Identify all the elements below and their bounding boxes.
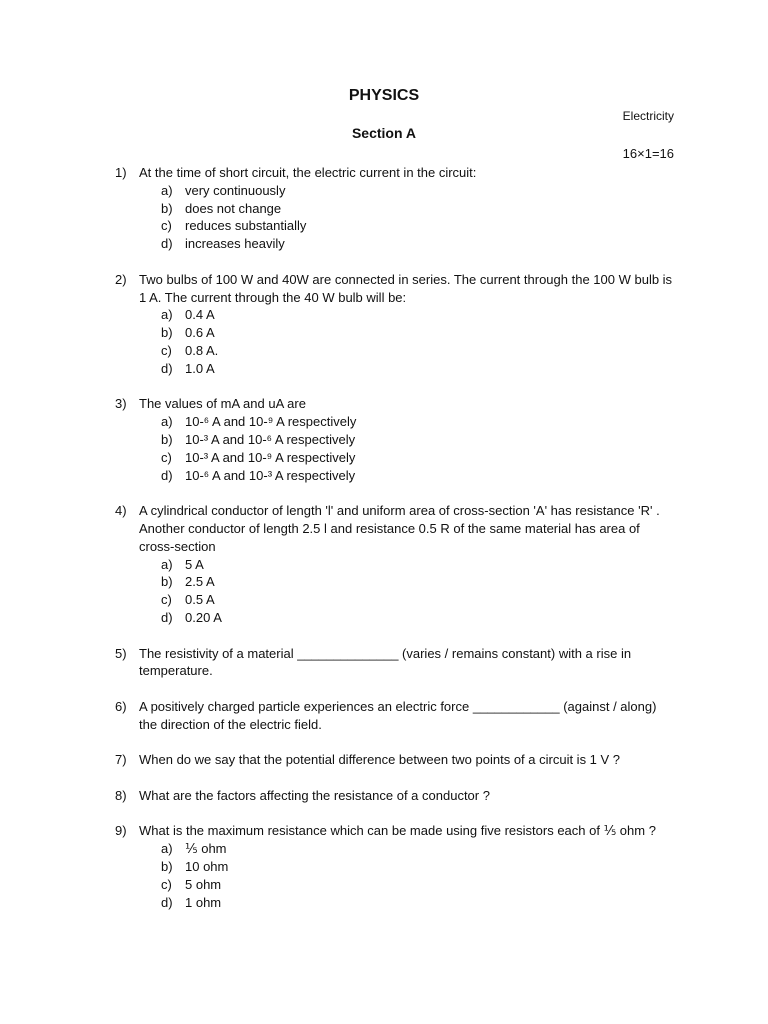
option-item: [139, 342, 675, 360]
option-text: 10-⁶ A and 10-⁹ A respectively: [185, 414, 357, 430]
option-text: 10 ohm: [185, 859, 229, 875]
option-list: [139, 413, 675, 484]
option-item: [139, 467, 675, 485]
option-label: b): [161, 200, 173, 216]
option-item: [139, 840, 675, 858]
option-item: [139, 413, 675, 431]
option-text: 0.20 A: [185, 609, 222, 625]
question-item: [115, 698, 675, 734]
question-text: When do we say that the potential difference between two points of a circuit is 1 V ?: [139, 752, 621, 768]
question-text: A cylindrical conductor of length 'l' and uniform area of cross-section 'A' has resistance 'R' . Another conductor of length 2.5 l and resistance 0.5 R of the same material has area of cross-section: [139, 503, 660, 554]
option-text: 1 ohm: [185, 894, 222, 910]
option-item: [139, 556, 675, 574]
option-item: [139, 182, 675, 200]
option-label: a): [161, 414, 173, 430]
option-label: c): [161, 876, 172, 892]
question-item: [115, 822, 675, 911]
option-label: c): [161, 342, 172, 358]
question-item: [115, 502, 675, 627]
option-list: [139, 182, 675, 253]
question-number: 3): [115, 396, 127, 412]
question-item: [115, 395, 675, 484]
option-text: increases heavily: [185, 236, 285, 252]
question-number: 2): [115, 271, 127, 287]
option-item: [139, 324, 675, 342]
question-number: 8): [115, 787, 127, 803]
option-label: b): [161, 325, 173, 341]
question-text: The values of mA and uA are: [139, 396, 306, 412]
option-text: ⅕ ohm: [185, 841, 227, 857]
question-item: [115, 271, 675, 378]
question-text: A positively charged particle experiences an electric force ____________ (against / along) the direction of the electric field.: [139, 698, 657, 732]
option-item: [139, 306, 675, 324]
option-text: 0.6 A: [185, 325, 215, 341]
option-text: 5 A: [185, 556, 204, 572]
option-item: [139, 217, 675, 235]
option-item: [139, 360, 675, 378]
option-label: d): [161, 236, 173, 252]
option-label: b): [161, 431, 173, 447]
option-label: a): [161, 556, 173, 572]
option-label: c): [161, 218, 172, 234]
option-text: 5 ohm: [185, 876, 222, 892]
question-number: 9): [115, 823, 127, 839]
question-text: Two bulbs of 100 W and 40W are connected in series. The current through the 100 W bulb is 1 A. The current through the 40 W bulb will be:: [139, 271, 673, 305]
option-item: [139, 858, 675, 876]
topic-label: Electricity: [622, 109, 674, 123]
section-heading: Section A: [351, 125, 417, 141]
question-item: [115, 645, 675, 681]
option-text: 0.4 A: [185, 307, 215, 323]
option-label: c): [161, 592, 172, 608]
option-item: [139, 894, 675, 912]
option-item: [139, 876, 675, 894]
marks-label: 16×1=16: [622, 146, 674, 161]
option-label: d): [161, 609, 173, 625]
option-text: 10-⁶ A and 10-³ A respectively: [185, 467, 356, 483]
question-number: 7): [115, 752, 127, 768]
question-list: [115, 164, 675, 929]
question-text: At the time of short circuit, the electric current in the circuit:: [139, 165, 477, 180]
option-label: b): [161, 859, 173, 875]
option-label: d): [161, 894, 173, 910]
option-item: [139, 235, 675, 253]
question-number: 1): [115, 165, 127, 180]
question-text: What is the maximum resistance which can be made using five resistors each of ⅕ ohm ?: [139, 823, 656, 839]
option-label: d): [161, 360, 173, 376]
question-number: 5): [115, 645, 127, 661]
option-item: [139, 200, 675, 218]
question-text: The resistivity of a material ______________ (varies / remains constant) with a rise in temperature.: [139, 645, 632, 679]
option-item: [139, 591, 675, 609]
question-number: 6): [115, 698, 127, 714]
page-title: PHYSICS: [348, 87, 420, 104]
option-list: [139, 840, 675, 911]
question-item: [115, 787, 675, 805]
option-item: [139, 609, 675, 627]
question-item: [115, 751, 675, 769]
option-label: a): [161, 841, 173, 857]
option-list: [139, 556, 675, 627]
option-text: does not change: [185, 200, 282, 216]
question-text: What are the factors affecting the resistance of a conductor ?: [139, 787, 490, 803]
option-text: reduces substantially: [185, 218, 307, 234]
question-number: 4): [115, 503, 127, 519]
option-label: a): [161, 307, 173, 323]
option-label: b): [161, 574, 173, 590]
option-text: 0.5 A: [185, 592, 215, 608]
option-text: 10-³ A and 10-⁶ A respectively: [185, 431, 356, 447]
option-text: 1.0 A: [185, 360, 215, 376]
option-label: c): [161, 449, 172, 465]
option-text: 0.8 A.: [185, 342, 219, 358]
question-item: [115, 164, 675, 253]
option-text: very continuously: [185, 182, 286, 198]
option-list: [139, 306, 675, 377]
option-text: 2.5 A: [185, 574, 215, 590]
option-item: [139, 431, 675, 449]
option-item: [139, 449, 675, 467]
option-text: 10-³ A and 10-⁹ A respectively: [185, 449, 356, 465]
option-label: a): [161, 182, 173, 198]
option-item: [139, 573, 675, 591]
option-label: d): [161, 467, 173, 483]
